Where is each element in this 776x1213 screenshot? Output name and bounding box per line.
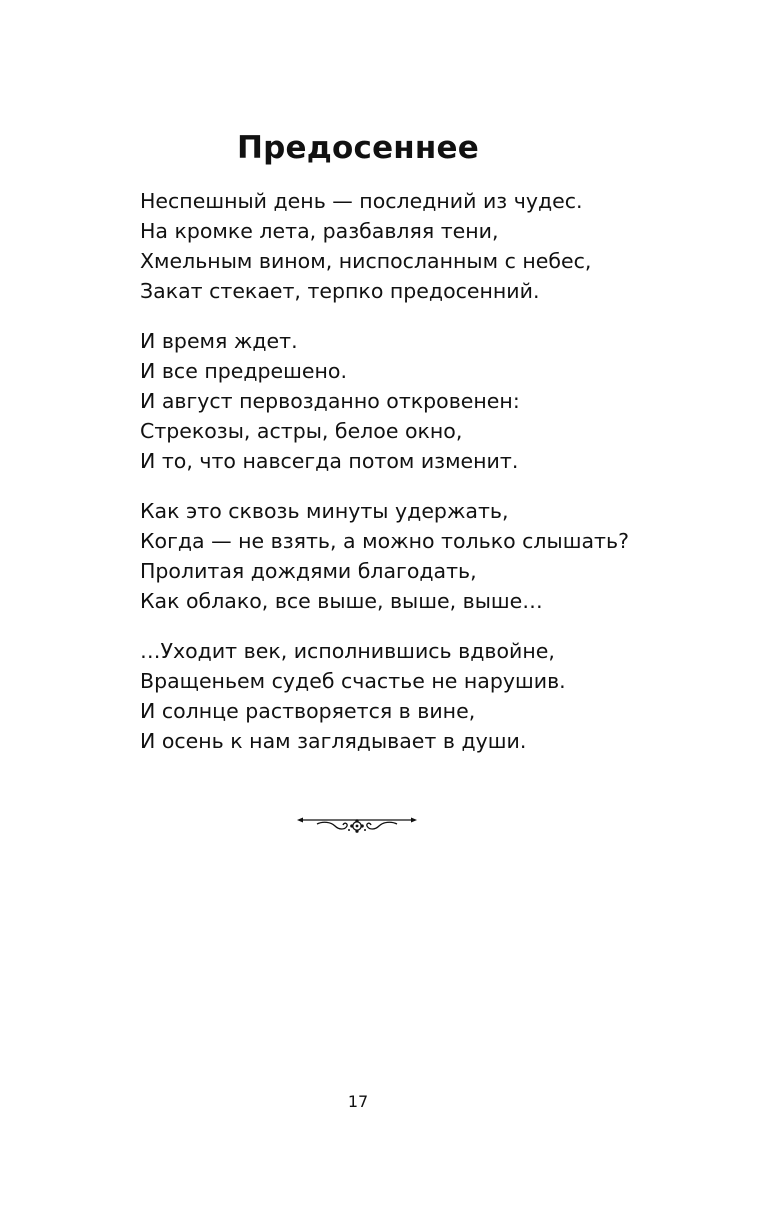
page-number: 17 [347, 1092, 369, 1111]
poem-line: И все предрешено. [140, 359, 347, 383]
stanza-2 [140, 326, 700, 476]
poem-line: Вращеньем судеб счастье не нарушив. [140, 669, 566, 693]
poem-line: И время ждет. [140, 329, 298, 353]
poem-line: Как это сквозь минуты удержать, [140, 499, 509, 523]
poem-line: Хмельным вином, ниспосланным с небес, [140, 249, 592, 273]
poem-line: И август первозданно откровенен: [140, 389, 520, 413]
poem-line: Закат стекает, терпко предосенний. [140, 279, 540, 303]
stanza-3 [140, 496, 700, 616]
stanza-4 [140, 636, 700, 756]
poem-line: Когда — не взять, а можно только слышать? [140, 529, 629, 553]
stanza-1 [140, 186, 700, 306]
poem-line: …Уходит век, исполнившись вдвойне, [140, 639, 555, 663]
poem-line: И осень к нам заглядывает в души. [140, 729, 527, 753]
poem-line: Неспешный день — последний из чудес. [140, 189, 583, 213]
poem-line: На кромке лета, разбавляя тени, [140, 219, 499, 243]
poem-line: И то, что навсегда потом изменит. [140, 449, 519, 473]
decorative-flourish-icon [295, 812, 419, 838]
poem-line: Стрекозы, астры, белое окно, [140, 419, 463, 443]
poem-line: И солнце растворяется в вине, [140, 699, 476, 723]
poem-line: Пролитая дождями благодать, [140, 559, 477, 583]
poem-body [140, 186, 700, 776]
poem-title: Предосеннее [237, 130, 479, 166]
poem-line: Как облако, все выше, выше, выше… [140, 589, 543, 613]
